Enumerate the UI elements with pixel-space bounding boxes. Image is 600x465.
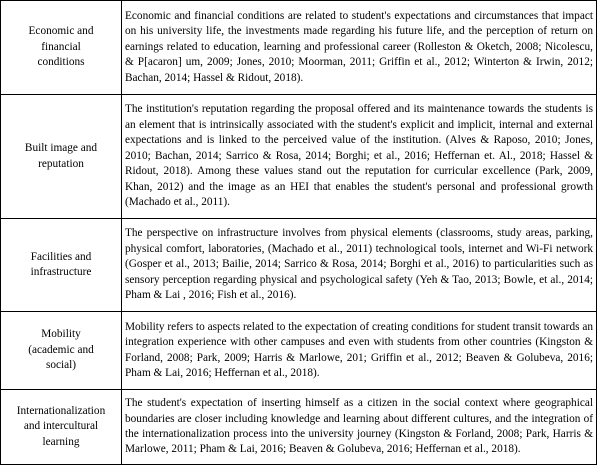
factor-cell	[1, 219, 122, 312]
factor-cell	[1, 390, 122, 465]
factor-label: Internationalization and intercultural learning	[16, 404, 106, 448]
description-cell: The institution's reputation regarding the proposal offered and its maintenance towards the students is an element that is intrinsically associated with the student's explicit and implicit, internal and external expectations and is linked to the perceived value of the institution. (Alves & Raposo, 2010; Jones, 2010; Bachan, 2014; Sarrico & Rosa, 2014; Borghi; et al., 2016; Heffernan et. Al., 2018; Hassel & Ridout, 2018). Among these values stand out the reputation for curricular excellence (Park, 2009, Khan, 2012) and the image as an HEI that enables the student's personal and professional growth (Machado et al., 2011).	[122, 95, 597, 219]
table-row-internationalization	[1, 390, 597, 465]
description-cell: The perspective on infrastructure involves from physical elements (classrooms, study areas, parking, physical comfort, laboratories, (Machado et al., 2011) technological tools, internet and Wi-Fi network (Gosper et al., 2013; Bailie, 2014; Sarrico & Rosa, 2014; Borghi et al., 2016) to particularities such as sensory perception regarding physical and psychological safety (Yeh & Tao, 2013; Bowle, et al., 2014; Pham & Lai , 2016; Fish et al., 2016).	[122, 219, 597, 312]
table-row-mobility	[1, 312, 597, 390]
table-row-facilities	[1, 219, 597, 312]
factor-label: Built image and reputation	[24, 142, 98, 170]
factor-cell	[1, 312, 122, 390]
description-cell: Mobility refers to aspects related to the expectation of creating conditions for student transit towards an integration experience with other campuses and even with students from other countries (Kingston & Forland, 2008; Park, 2009; Harris & Marlowe, 201; Griffin et al., 2012; Beaven & Golubeva, 2016; Pham & Lai, 2016; Heffernan et al., 2018).	[122, 312, 597, 390]
description-cell: The student's expectation of inserting himself as a citizen in the social context where geographical boundaries are closer including knowledge and learning about different cultures, and the integration of the internationalization process into the university journey (Kingston & Forland, 2008; Park, Harris & Marlowe, 2011; Pham & Lai, 2016; Beaven & Golubeva, 2016; Heffernan et al., 2018).	[122, 390, 597, 465]
factor-label: Facilities and infrastructure	[30, 250, 92, 278]
table-row-image	[1, 95, 597, 219]
factor-cell	[1, 1, 122, 95]
table-row-economic	[1, 1, 597, 95]
description-cell: Economic and financial conditions are related to student's expectations and circumstances that impact on his university life, the investments made regarding his future life, and the perception of return on earnings related to education, learning and professional career (Rolleston & Oketch, 2008; Nicolescu, & P[acaron] um, 2009; Jones, 2010; Moorman, 2011; Griffin et al., 2012; Winterton & Irwin, 2012; Bachan, 2014; Hassel & Ridout, 2018).	[122, 1, 597, 95]
factor-label: Mobility (academic and social)	[28, 328, 94, 372]
factor-label: Economic and financial conditions	[28, 25, 94, 69]
factor-cell	[1, 95, 122, 219]
